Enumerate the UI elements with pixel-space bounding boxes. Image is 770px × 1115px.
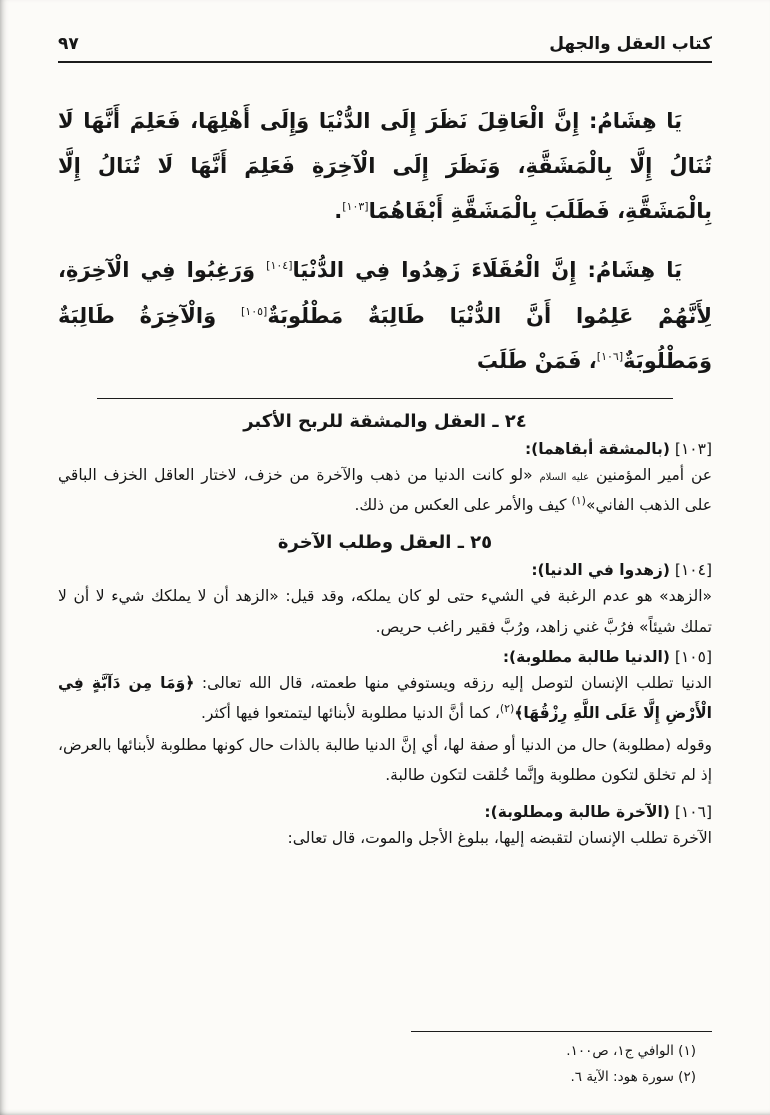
footnote-1: (١) الوافي ج١، ص١٠٠. [566, 1042, 696, 1059]
hadith-paragraph-2 [58, 248, 712, 383]
commentary-section [58, 411, 712, 853]
footnote-ref: (١) [571, 493, 586, 507]
commentary-entry-title: (الآخرة طالبة ومطلوبة): [484, 802, 670, 821]
commentary-entry-head [58, 648, 712, 666]
hadith-section [58, 99, 712, 384]
footnote-ref: [١٠٦] [596, 349, 624, 363]
page-number: ٩٧ [58, 34, 79, 54]
commentary-entry-title: (بالمشقة أبقاهما): [524, 439, 670, 458]
text-segment: يَا هِشَامُ: إِنَّ الْعَاقِلَ نَظَرَ إِلَى الدُّنْيَا وَإِلَى أَهْلِهَا، فَعَلِمَ أَنَّهَا لَا تُنَالُ إِلَّا بِالْمَشَقَّةِ، وَنَظَرَ إِلَى الْآخِرَةِ فَعَلِمَ أَنَّهَا لَا تُنَالُ إِلَّا بِالْمَشَقَّةِ، فَطَلَبَ بِالْمَشَقَّةِ أَبْقَاهُمَا [58, 109, 712, 224]
text-segment: . [334, 199, 343, 224]
text-segment: الدنيا تطلب الإنسان لتوصل إليه رزقه ويستوفي منها طعمته، قال الله تعالى: [194, 673, 712, 692]
commentary-entry-head [58, 561, 712, 579]
text-segment: «لو كانت الدنيا من ذهب والآخرة من خزف، لاختار العاقل الخزف الباقي على الذهب الفاني» [58, 465, 712, 515]
commentary-entry-body [58, 668, 712, 728]
hadith-paragraph-1 [58, 99, 712, 234]
commentary-separator-rule [97, 398, 673, 399]
commentary-entry-105 [58, 648, 712, 791]
text-segment: يَا هِشَامُ: إِنَّ الْعُقَلَاءَ زَهِدُوا فِي الدُّنْيَا [292, 258, 682, 283]
footnote-ref: [١٠٤] [266, 259, 293, 273]
commentary-entry-106 [58, 803, 712, 853]
commentary-entry-head [58, 803, 712, 821]
text-segment: الآخرة تطلب الإنسان لتقبضه إليها، ببلوغ الأجل والموت، قال تعالى: [287, 828, 712, 847]
text-segment: «الزهد» هو عدم الرغبة في الشيء حتى لو كان يملكه، وقد قيل: «الزهد أن لا يملكك شيء لا أن لا تملك شيئاً» فرُبَّ غني زاهد، ورُبَّ فقير راغب حريص. [58, 587, 712, 636]
footnote-marker: [١٠٤] [674, 561, 712, 580]
quran-text: ﴿وَمَا مِن دَآبَّةٍ فِي الْأَرْضِ إِلَّا عَلَى اللَّهِ رِزْقُهَا﴾ [58, 673, 712, 722]
footnote-marker: [١٠٦] [674, 802, 712, 821]
footnote-marker: [١٠٥] [674, 647, 712, 666]
text-segment: ، فَمَنْ طَلَبَ [476, 348, 597, 373]
text-segment: وَرَغِبُوا فِي الْآخِرَةِ، لِأَنَّهُمْ عَلِمُوا أَنَّ الدُّنْيَا طَالِبَةٌ مَطْلُوبَةٌ [58, 258, 713, 328]
header-rule [58, 61, 712, 63]
book-title: كتاب العقل والجهل [549, 34, 712, 54]
commentary-entry-body [58, 823, 712, 853]
footnotes-section [58, 1031, 712, 1093]
text-segment: وَالْآخِرَةُ طَالِبَةٌ وَمَطْلُوبَةٌ [58, 303, 712, 373]
footnote-rule [411, 1031, 712, 1032]
text-segment: عن أمير المؤمنين [589, 465, 712, 484]
footnote-ref: (٢) [499, 701, 515, 715]
text-segment: وقوله (مطلوبة) حال من الدنيا أو صفة لها، أي إنَّ الدنيا طالبة بالذات حال كونها مطلوبة لأبنائها بالعرض، إذ لم تخلق لتكون مطلوبة وإنَّما خُلقت لتكون طالبة. [58, 736, 712, 785]
commentary-entry-103 [58, 440, 712, 520]
commentary-entry-title: (الدنيا طالبة مطلوبة): [502, 647, 670, 666]
commentary-entry-104 [58, 561, 712, 641]
commentary-entry-body [58, 581, 712, 641]
page-header [58, 34, 712, 54]
footnote-2: (٢) سورة هود: الآية ٦. [570, 1069, 696, 1086]
footnote-ref: [١٠٣] [342, 200, 369, 214]
commentary-entry-title: (زهدوا في الدنيا): [531, 561, 670, 580]
commentary-entry-body [58, 460, 712, 520]
footnote-marker: [١٠٣] [674, 439, 712, 458]
text-segment: ، كما أنَّ الدنيا مطلوبة لأبنائها ليتمتعوا فيها أكثر. [200, 703, 500, 722]
section-25-title: ٢٥ ـ العقل وطلب الآخرة [277, 532, 493, 554]
honorific-text: عليه السلام [539, 471, 590, 483]
text-segment: كيف والأمر على العكس من ذلك. [354, 496, 572, 515]
section-24-title: ٢٤ ـ العقل والمشقة للربح الأكبر [243, 410, 527, 432]
footnote-ref: [١٠٥] [241, 304, 268, 318]
commentary-entry-body-2 [58, 730, 712, 790]
commentary-entry-head [58, 440, 712, 458]
